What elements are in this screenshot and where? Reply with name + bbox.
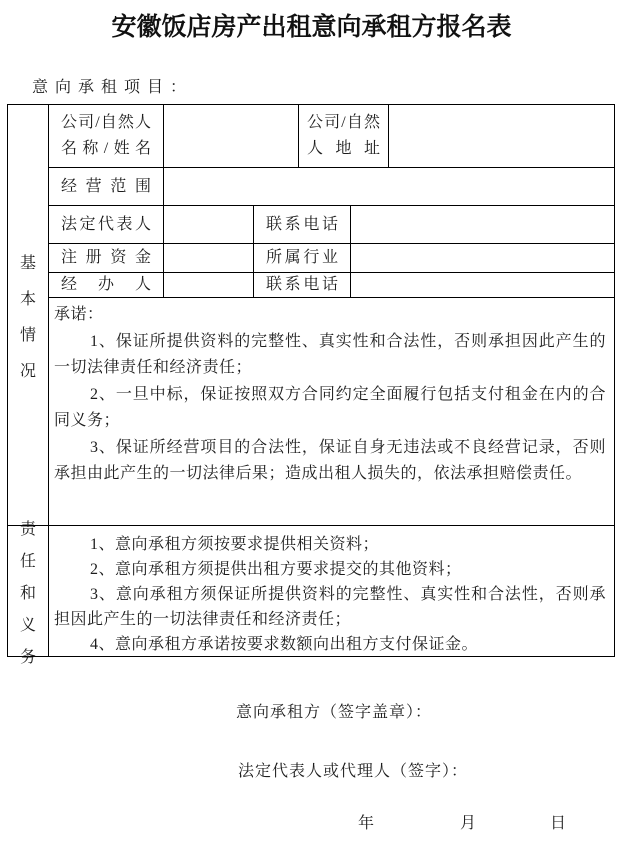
- project-label: 意向承租项目：: [32, 79, 194, 96]
- row-handler: [49, 273, 614, 298]
- duties-rows: [49, 526, 614, 656]
- basic-info-rows: [49, 105, 614, 525]
- vertical-label-duties: [8, 520, 49, 666]
- label-company-address: 公司/自然人地址: [299, 105, 389, 167]
- label-contact-phone-2: 联系电话: [254, 273, 351, 297]
- row-company-name: [49, 105, 614, 168]
- field-company-address-value: [389, 105, 614, 167]
- representative-signature-line: 法定代表人或代理人（签字）：: [238, 763, 469, 780]
- vertical-label-char: 任: [19, 552, 36, 570]
- label-contact-phone-1: 联系电话: [254, 206, 351, 243]
- promise-item: 3、保证所经营项目的合法性，保证自身无违法或不良经营记录，否则承担由此产生的一切法律后果；造成出租人损失的，依法承担赔偿责任。: [54, 439, 606, 482]
- vertical-label-char: 义: [19, 616, 36, 634]
- duties-block: [49, 526, 614, 657]
- vertical-label-char: 责: [19, 520, 36, 538]
- field-contact-phone-2-value: [351, 273, 614, 297]
- duty-item: 3、意向承租方须保证所提供资料的完整性、真实性和合法性，否则承担因此产生的一切法律责任和经济责任；: [54, 586, 606, 628]
- duty-item: 4、意向承租方承诺按要求数额向出租方支付保证金。: [90, 636, 479, 653]
- duty-item: 2、意向承租方须提供出租方要求提交的其他资料；: [90, 561, 462, 578]
- date-day-label: 日: [550, 815, 567, 832]
- vertical-label-basic-info: [8, 105, 49, 525]
- date-month-label: 月: [460, 815, 477, 832]
- field-registered-capital-value: [164, 244, 254, 272]
- label-company-name: 公司/自然人名称/姓名: [49, 105, 164, 167]
- row-business-scope: [49, 168, 614, 206]
- page-title: 安徽饭店房产出租意向承租方报名表: [111, 12, 512, 41]
- vertical-label-char: 况: [19, 362, 36, 380]
- row-legal-representative: [49, 206, 614, 244]
- label-registered-capital: 注册资金: [49, 244, 164, 272]
- row-registered-capital: [49, 244, 614, 273]
- field-business-scope-value: [164, 168, 614, 205]
- field-contact-phone-1-value: [351, 206, 614, 243]
- field-handler-value: [164, 273, 254, 297]
- row-promise: [49, 298, 614, 525]
- promise-heading: 承诺：: [54, 306, 104, 323]
- vertical-label-char: 情: [19, 326, 36, 344]
- section-duties: [8, 520, 614, 666]
- label-handler: 经办人: [49, 273, 164, 297]
- promise-item: 2、一旦中标，保证按照双方合同约定全面履行包括支付租金在内的合同义务；: [54, 386, 606, 429]
- field-industry-value: [351, 244, 614, 272]
- tenant-signature-line: 意向承租方（签字盖章）：: [236, 704, 433, 721]
- registration-form-table: [7, 104, 615, 666]
- vertical-label-char: 本: [19, 290, 36, 308]
- label-business-scope: 经营范围: [49, 168, 164, 205]
- promise-item: 1、保证所提供资料的完整性、真实性和合法性，否则承担因此产生的一切法律责任和经济责任；: [54, 333, 606, 376]
- duty-item: 1、意向承租方须按要求提供相关资料；: [90, 536, 380, 553]
- vertical-label-char: 和: [19, 584, 36, 602]
- label-industry: 所属行业: [254, 244, 351, 272]
- field-legal-representative-value: [164, 206, 254, 243]
- vertical-label-char: 务: [19, 648, 36, 666]
- label-legal-representative: 法定代表人: [49, 206, 164, 243]
- promise-block: [49, 298, 614, 525]
- field-company-name-value: [164, 105, 299, 167]
- date-year-label: 年: [358, 815, 375, 832]
- vertical-label-char: 基: [19, 254, 36, 272]
- section-basic-info: [8, 105, 614, 526]
